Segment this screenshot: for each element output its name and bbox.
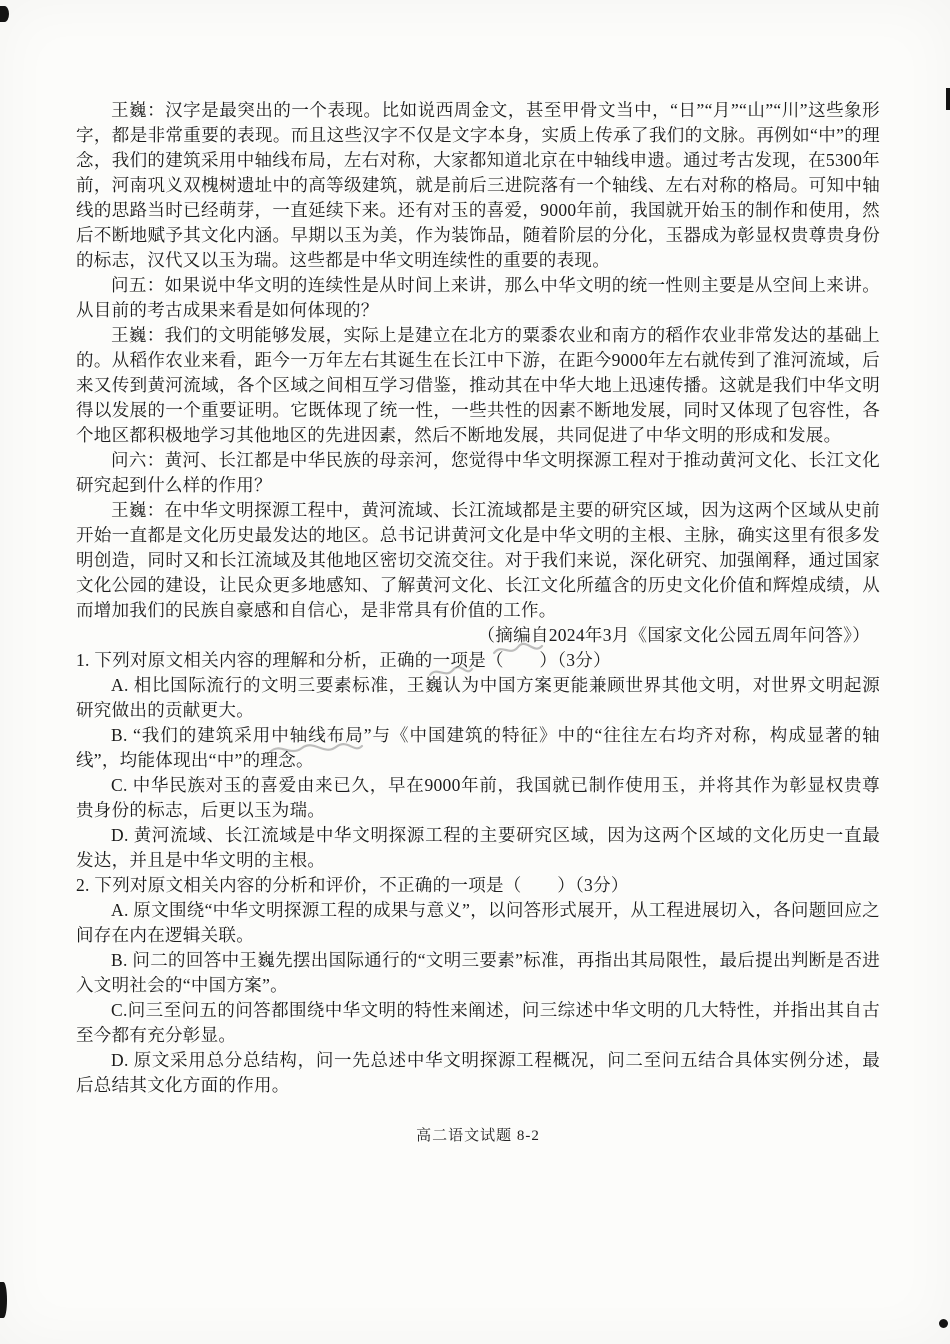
question-2-option-d: D. 原文采用总分总结构，问一先总述中华文明探源工程概况，问二至问五结合具体实例分述，最后总结其文化方面的作用。 [76, 1050, 880, 1095]
question-1-option-c: C. 中华民族对玉的喜爱由来已久，早在9000年前，我国就已制作使用玉，并将其作为彰显权贵尊贵身份的标志，后更以玉为瑞。 [76, 775, 880, 820]
question-2-stem: 2. 下列对原文相关内容的分析和评价，不正确的一项是（ ）（3分） [76, 875, 629, 895]
question-1-option-d: D. 黄河流域、长江流域是中华文明探源工程的主要研究区域，因为这两个区域的文化历史一直最发达，并且是中华文明的主根。 [76, 825, 880, 870]
question-2-option-a: A. 原文围绕“中华文明探源工程的成果与意义”，以问答形式展开，从工程进展切入，各问题回应之间存在内在逻辑关联。 [76, 900, 880, 945]
scan-artifact-top-right [946, 88, 950, 110]
page-content [76, 98, 880, 1145]
question-2-option-b: B. 问二的回答中王巍先摆出国际通行的“文明三要素”标准，再指出其局限性，最后提出判断是否进入文明社会的“中国方案”。 [76, 950, 880, 995]
page-footer: 高二语文试题 8-2 [416, 1128, 540, 1144]
passage-attribution: （摘编自2024年3月《国家文化公园五周年问答》） [477, 625, 870, 645]
question-1-option-a: A. 相比国际流行的文明三要素标准，王巍认为中国方案更能兼顾世界其他文明，对世界文明起源研究做出的贡献更大。 [76, 675, 880, 720]
passage-paragraph-wangwei-hanzi: 王巍：汉字是最突出的一个表现。比如说西周金文，甚至甲骨文当中，“日”“月”“山”“川”这些象形字，都是非常重要的表现。而且这些汉字不仅是文字本身，实质上传承了我们的文脉。再例如“中”的理念，我们的建筑采用中轴线布局，左右对称，大家都知道北京在中轴线申遗。通过考古发现，在5300年前，河南巩义双槐树遗址中的高等级建筑，就是前后三进院落有一个轴线、左右对称的格局。可知中轴线的思路当时已经萌芽，一直延续下来。还有对玉的喜爱，9000年前，我国就开始玉的制作和使用，然后不断地赋予其文化内涵。早期以玉为美，作为装饰品，随着阶层的分化，玉器成为彰显权贵尊贵身份的标志，汉代又以玉为瑞。这些都是中华文明连续性的重要的表现。 [76, 100, 880, 270]
question-1-stem: 1. 下列对原文相关内容的理解和分析，正确的一项是（ ）（3分） [76, 650, 611, 670]
passage-paragraph-question-6: 问六：黄河、长江都是中华民族的母亲河，您觉得中华文明探源工程对于推动黄河文化、长江文化研究起到什么样的作用？ [76, 450, 880, 495]
passage-paragraph-wangwei-agriculture: 王巍：我们的文明能够发展，实际上是建立在北方的粟黍农业和南方的稻作农业非常发达的基础上的。从稻作农业来看，距今一万年左右其诞生在长江中下游，在距今9000年左右就传到了淮河流域，后来又传到黄河流域，各个区域之间相互学习借鉴，推动其在中华大地上迅速传播。这就是我们中华文明得以发展的一个重要证明。它既体现了统一性，一些共性的因素不断地发展，同时又体现了包容性，各个地区都积极地学习其他地区的先进因素，然后不断地发展，共同促进了中华文明的形成和发展。 [76, 325, 880, 445]
passage-paragraph-wangwei-rivers: 王巍：在中华文明探源工程中，黄河流域、长江流域都是主要的研究区域，因为这两个区域从史前开始一直都是文化历史最发达的地区。总书记讲黄河文化是中华文明的主根、主脉，确实这里有很多发明创造，同时又和长江流域及其他地区密切交流交往。对于我们来说，深化研究、加强阐释，通过国家文化公园的建设，让民众更多地感知、了解黄河文化、长江文化所蕴含的历史文化价值和辉煌成绩，从而增加我们的民族自豪感和自信心，是非常具有价值的工作。 [76, 500, 880, 620]
scan-artifact-top-left [0, 6, 9, 22]
question-2-option-c: C.问三至问五的问答都围绕中华文明的特性来阐述，问三综述中华文明的几大特性，并指出其自古至今都有充分彰显。 [76, 1000, 880, 1045]
scan-artifact-bottom-left [0, 1282, 7, 1318]
question-1-option-b: B. “我们的建筑采用中轴线布局”与《中国建筑的特征》中的“往往左右均齐对称，构成显著的轴线”，均能体现出“中”的理念。 [76, 725, 880, 770]
scan-artifact-bottom-right [939, 1319, 948, 1328]
passage-paragraph-question-5: 问五：如果说中华文明的连续性是从时间上来讲，那么中华文明的统一性则主要是从空间上来讲。从目前的考古成果来看是如何体现的？ [76, 275, 880, 320]
